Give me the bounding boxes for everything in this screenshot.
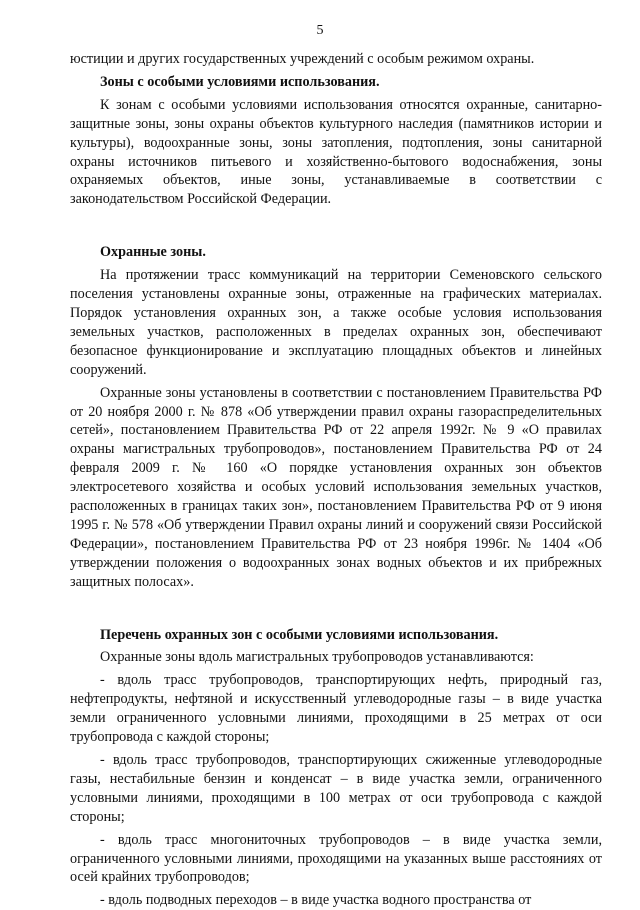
protected-zones-paragraph-1: На протяжении трасс коммуникаций на территории Семеновского сельского поселения установлены охранные зоны, отраженные на графических материалах. Порядок установления охранных зон, а также особые условия использования земельных участков, расположенных в пределах охранных зон, обеспечивают безопасное функционирование и эксплуатацию площадных объектов и линейных сооружений. — [70, 267, 602, 378]
zone-list-intro: Охранные зоны вдоль магистральных трубопроводов устанавливаются: — [100, 649, 534, 666]
protected-zones-paragraph-2: Охранные зоны установлены в соответствии с постановлением Правительства РФ от 20 ноября 2000 г. № 878 «Об утверждении правил охраны газораспределительных сетей», постановлением Правительства РФ от 22 апреля 1992г. № 9 «О правилах охраны магистральных трубопроводов», постановлением Правительства РФ от 24 февраля 2009 г. № 160 «О порядке установления охранных зон объектов электросетевого хозяйства и особых условий использования земельных участков, расположенных в границах таких зон», постановлением Правительства РФ от 9 июня 1995 г. № 578 «Об утверждении Правил охраны линий и сооружений связи Российской Федерации», постановлением Правительства РФ от 23 ноября 1996г. № 1404 «Об утверждении положения о водоохранных зонах водных объектов и их прибрежных защитных полосах». — [70, 384, 602, 590]
page-number: 5 — [316, 23, 324, 38]
list-item: - вдоль трасс многониточных трубопроводов – в виде участка земли, ограниченного условными линиями, проходящими на указанных выше расстояниях от осей крайних трубопроводов; — [70, 831, 602, 886]
section-heading-protected-zones: Охранные зоны. — [100, 244, 206, 261]
list-item: - вдоль трасс трубопроводов, транспортирующих сжиженные углеводородные газы, нестабильные бензин и конденсат – в виде участка земли, ограниченного условными линиями, проходящими в 100 метрах от оси трубопровода с каждой стороны; — [70, 752, 602, 825]
list-item: - вдоль трасс трубопроводов, транспортирующих нефть, природный газ, нефтепродукты, нефтяной и искусственный углеводородные газы – в виде участка земли ограниченного условными линиями, проходящими в 25 метрах от оси трубопровода с каждой стороны; — [70, 672, 602, 746]
continuation-text: юстиции и других государственных учреждений с особым режимом охраны. — [70, 51, 535, 67]
special-zones-paragraph: К зонам с особыми условиями использования относятся охранные, санитарно-защитные зоны, зоны охраны объектов культурного наследия (памятников истории и культуры), водоохранные зоны, зоны затопления, подтопления, зоны санитарной охраны источников питьевого и хозяйственно-бытового водоснабжения, зоны охраняемых объектов, иные зоны, устанавливаемые в соответствии с законодательством Российской Федерации. — [70, 96, 602, 208]
section-heading-special-zones: Зоны с особыми условиями использования. — [100, 73, 380, 90]
list-item: - вдоль подводных переходов – в виде участка водного пространства от — [100, 892, 532, 909]
page-content — [70, 50, 602, 910]
section-heading-zone-list: Перечень охранных зон с особыми условиями использования. — [100, 626, 499, 643]
